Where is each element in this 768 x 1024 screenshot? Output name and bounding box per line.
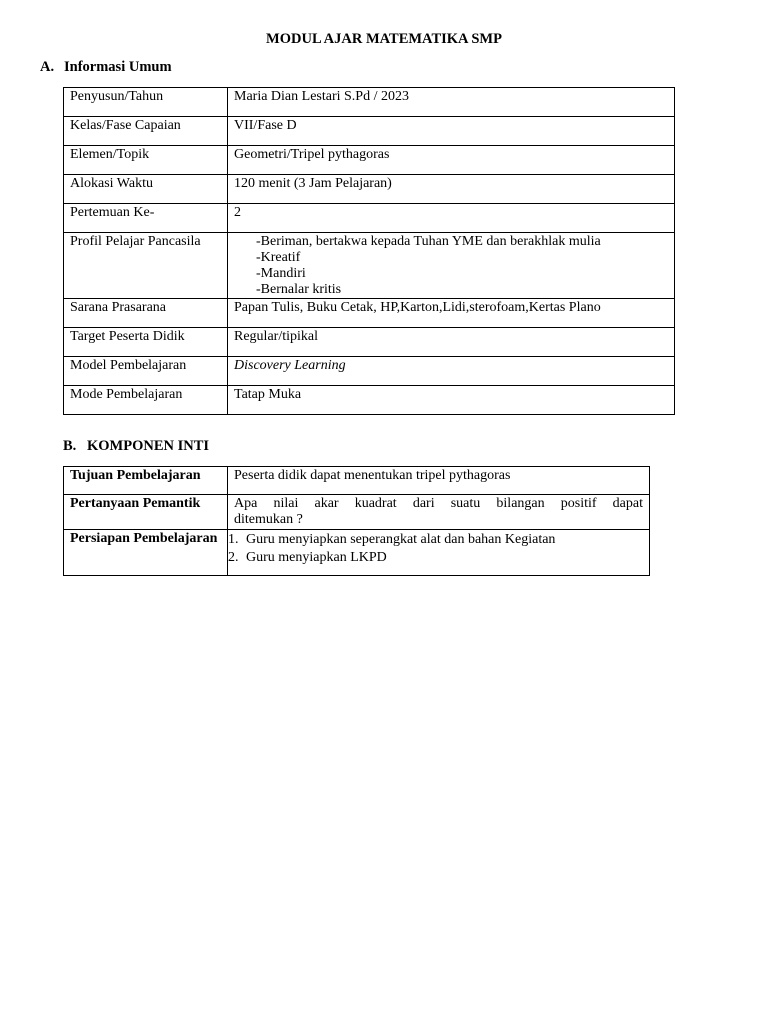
list-number: 1. — [228, 532, 239, 547]
row-label: Pertemuan Ke- — [64, 204, 228, 233]
section-b-title: KOMPONEN INTI — [87, 438, 210, 454]
row-label: Elemen/Topik — [64, 146, 228, 175]
table-row — [64, 117, 675, 146]
row-value: Regular/tipikal — [228, 328, 675, 357]
row-value: Discovery Learning — [228, 357, 675, 386]
section-a-number: A. — [40, 59, 55, 75]
row-value — [228, 495, 650, 530]
row-label: Profil Pelajar Pancasila — [64, 233, 228, 299]
question-line-1: Apa nilai akar kuadrat dari suatu bilangan positif dapat — [234, 496, 643, 511]
row-value: 120 menit (3 Jam Pelajaran) — [228, 175, 675, 204]
list-item — [228, 531, 643, 549]
table-row — [64, 495, 650, 530]
row-label: Persiapan Pembelajaran — [64, 530, 228, 576]
list-number: 2. — [228, 550, 239, 565]
row-label: Sarana Prasarana — [64, 299, 228, 328]
table-row — [64, 204, 675, 233]
preparation-list — [228, 531, 643, 567]
row-label: Model Pembelajaran — [64, 357, 228, 386]
row-value: Peserta didik dapat menentukan tripel pythagoras — [228, 467, 650, 495]
row-label: Tujuan Pembelajaran — [64, 467, 228, 495]
question-line-2: ditemukan ? — [234, 512, 303, 527]
row-value: Tatap Muka — [228, 386, 675, 415]
table-row — [64, 467, 650, 495]
general-info-table — [63, 87, 675, 415]
row-value — [228, 530, 650, 576]
table-row — [64, 299, 675, 328]
list-text: Guru menyiapkan LKPD — [246, 550, 387, 565]
list-item: -Mandiri — [256, 266, 306, 281]
row-label: Mode Pembelajaran — [64, 386, 228, 415]
core-components-table — [63, 466, 650, 576]
list-text: Guru menyiapkan seperangkat alat dan bahan Kegiatan — [246, 532, 556, 547]
row-value: Papan Tulis, Buku Cetak, HP,Karton,Lidi,sterofoam,Kertas Plano — [228, 299, 675, 328]
table-row — [64, 175, 675, 204]
table-row — [64, 328, 675, 357]
table-row — [64, 88, 675, 117]
row-label: Pertanyaan Pemantik — [64, 495, 228, 530]
row-value — [228, 233, 675, 299]
row-label: Target Peserta Didik — [64, 328, 228, 357]
row-value: VII/Fase D — [228, 117, 675, 146]
list-item: -Beriman, bertakwa kepada Tuhan YME dan berakhlak mulia — [256, 234, 601, 249]
row-value: Maria Dian Lestari S.Pd / 2023 — [228, 88, 675, 117]
table-row — [64, 233, 675, 299]
page-title: MODUL AJAR MATEMATIKA SMP — [266, 31, 502, 47]
table-row — [64, 530, 650, 576]
list-item: -Bernalar kritis — [256, 282, 342, 297]
profile-list — [234, 234, 668, 298]
table-row — [64, 146, 675, 175]
section-a-title: Informasi Umum — [64, 59, 172, 75]
row-label: Penyusun/Tahun — [64, 88, 228, 117]
list-item: -Kreatif — [256, 250, 301, 265]
row-value: Geometri/Tripel pythagoras — [228, 146, 675, 175]
row-label: Kelas/Fase Capaian — [64, 117, 228, 146]
section-b-number: B. — [63, 438, 77, 454]
list-item — [228, 549, 643, 567]
row-value: 2 — [228, 204, 675, 233]
section-b-heading — [63, 438, 209, 455]
row-label: Alokasi Waktu — [64, 175, 228, 204]
section-a-heading — [40, 59, 172, 76]
table-row — [64, 386, 675, 415]
table-row — [64, 357, 675, 386]
